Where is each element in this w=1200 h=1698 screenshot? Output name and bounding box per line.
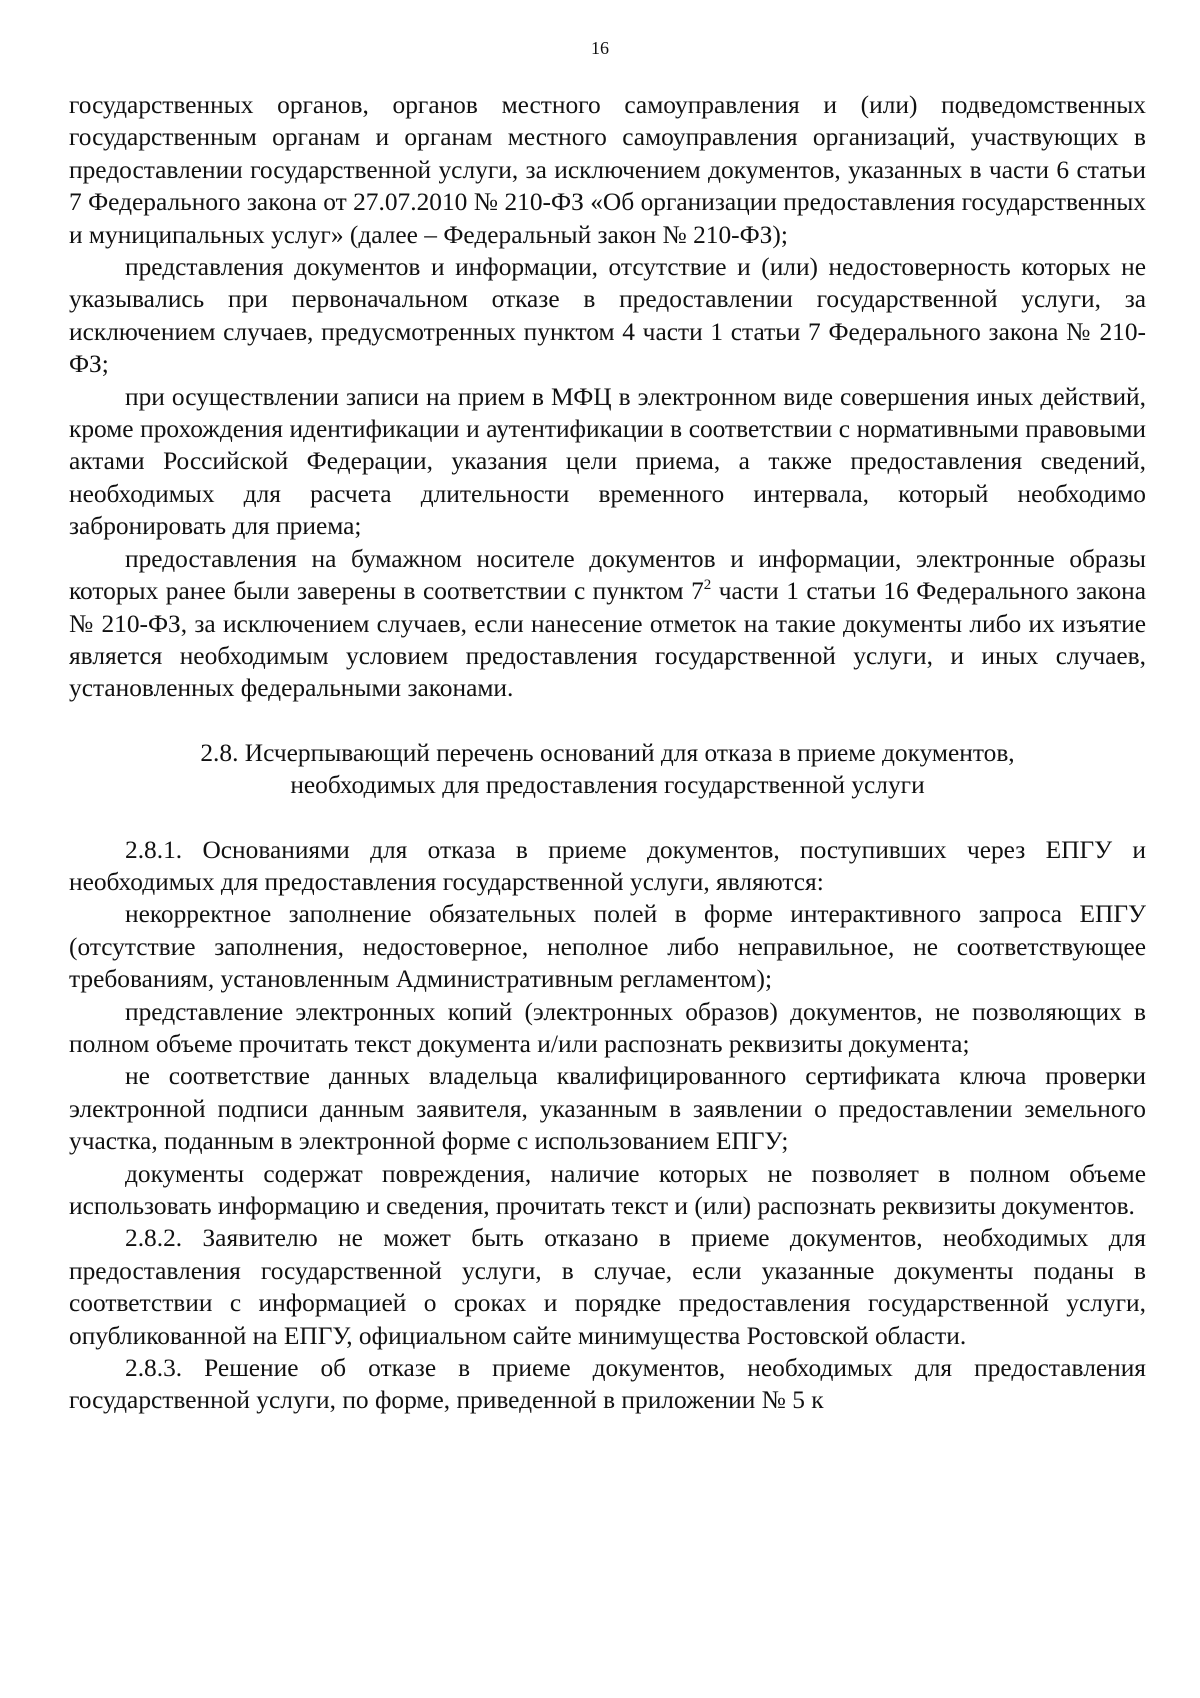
paragraph-paper-documents-part2: части 1 статьи 16 Федерального закона № 210-ФЗ, за исключением случаев, если нанесение отметок на такие документы либо их изъятие является необходимым условием предоставления государственной услуги, и иных случаев, установленных федеральными законами.	[69, 577, 1146, 703]
superscript: 2	[703, 577, 712, 594]
paragraph-2-8-3: 2.8.3. Решение об отказе в приеме документов, необходимых для предоставления государственной услуги, по форме, приведенной в приложении № 5 к	[69, 1354, 1146, 1415]
document-body	[69, 89, 1146, 1417]
paragraph-2-8-1: 2.8.1. Основаниями для отказа в приеме документов, поступивших через ЕПГУ и необходимых для предоставления государственной услуги, являются:	[69, 835, 1146, 896]
section-heading-line1: 2.8. Исчерпывающий перечень оснований для отказа в приеме документов,	[200, 738, 1015, 767]
section-heading	[69, 737, 1146, 802]
page-number: 16	[591, 38, 609, 58]
paragraph-electronic-copies: представление электронных копий (электронных образов) документов, не позволяющих в полном объеме прочитать текст документа и/или распознать реквизиты документа;	[69, 997, 1146, 1058]
paragraph-paper-documents-part1: предоставления на бумажном носителе документов и информации, электронные образы которых ранее были заверены в соответствии с пунктом 7	[69, 544, 1146, 606]
paragraph-mfc-appointment: при осуществлении записи на прием в МФЦ в электронном виде совершения иных действий, кроме прохождения идентификации и аутентификации в соответствии с нормативными правовыми актами Российской Федерации, указания цели приема, а также предоставления сведений, необходимых для расчета длительности временного интервала, который необходимо забронировать для приема;	[69, 382, 1146, 541]
paragraph-damaged-documents: документы содержат повреждения, наличие которых не позволяет в полном объеме использовать информацию и сведения, прочитать текст и (или) распознать реквизиты документов.	[69, 1159, 1146, 1220]
paragraph-continuation: государственных органов, органов местного самоуправления и (или) подведомственных государственным органам и органам местного самоуправления организаций, участвующих в предоставлении государственной услуги, за исключением документов, указанных в части 6 статьи 7 Федерального закона от 27.07.2010 № 210-ФЗ «Об организации предоставления государственных и муниципальных услуг» (далее – Федеральный закон № 210-ФЗ);	[69, 91, 1146, 249]
paragraph-paper-documents	[69, 543, 1146, 705]
section-heading-line2: необходимых для предоставления государственной услуги	[290, 771, 925, 800]
paragraph-incorrect-filling: некорректное заполнение обязательных полей в форме интерактивного запроса ЕПГУ (отсутствие заполнения, недостоверное, неполное либо неправильное, не соответствующее требованиям, установленным Административным регламентом);	[69, 900, 1146, 994]
paragraph-2-8-2: 2.8.2. Заявителю не может быть отказано в приеме документов, необходимых для предоставления государственной услуги, в случае, если указанные документы поданы в соответствии с информацией о сроках и порядке предоставления государственной услуги, опубликованной на ЕПГУ, официальном сайте минимущества Ростовской области.	[69, 1224, 1146, 1350]
paragraph-documents-info: представления документов и информации, отсутствие и (или) недостоверность которых не указывались при первоначальном отказе в предоставлении государственной услуги, за исключением случаев, предусмотренных пунктом 4 части 1 статьи 7 Федерального закона № 210-ФЗ;	[69, 253, 1146, 379]
paragraph-certificate-mismatch: не соответствие данных владельца квалифицированного сертификата ключа проверки электронной подписи данным заявителя, указанным в заявлении о предоставлении земельного участка, поданным в электронной форме с использованием ЕПГУ;	[69, 1062, 1146, 1156]
